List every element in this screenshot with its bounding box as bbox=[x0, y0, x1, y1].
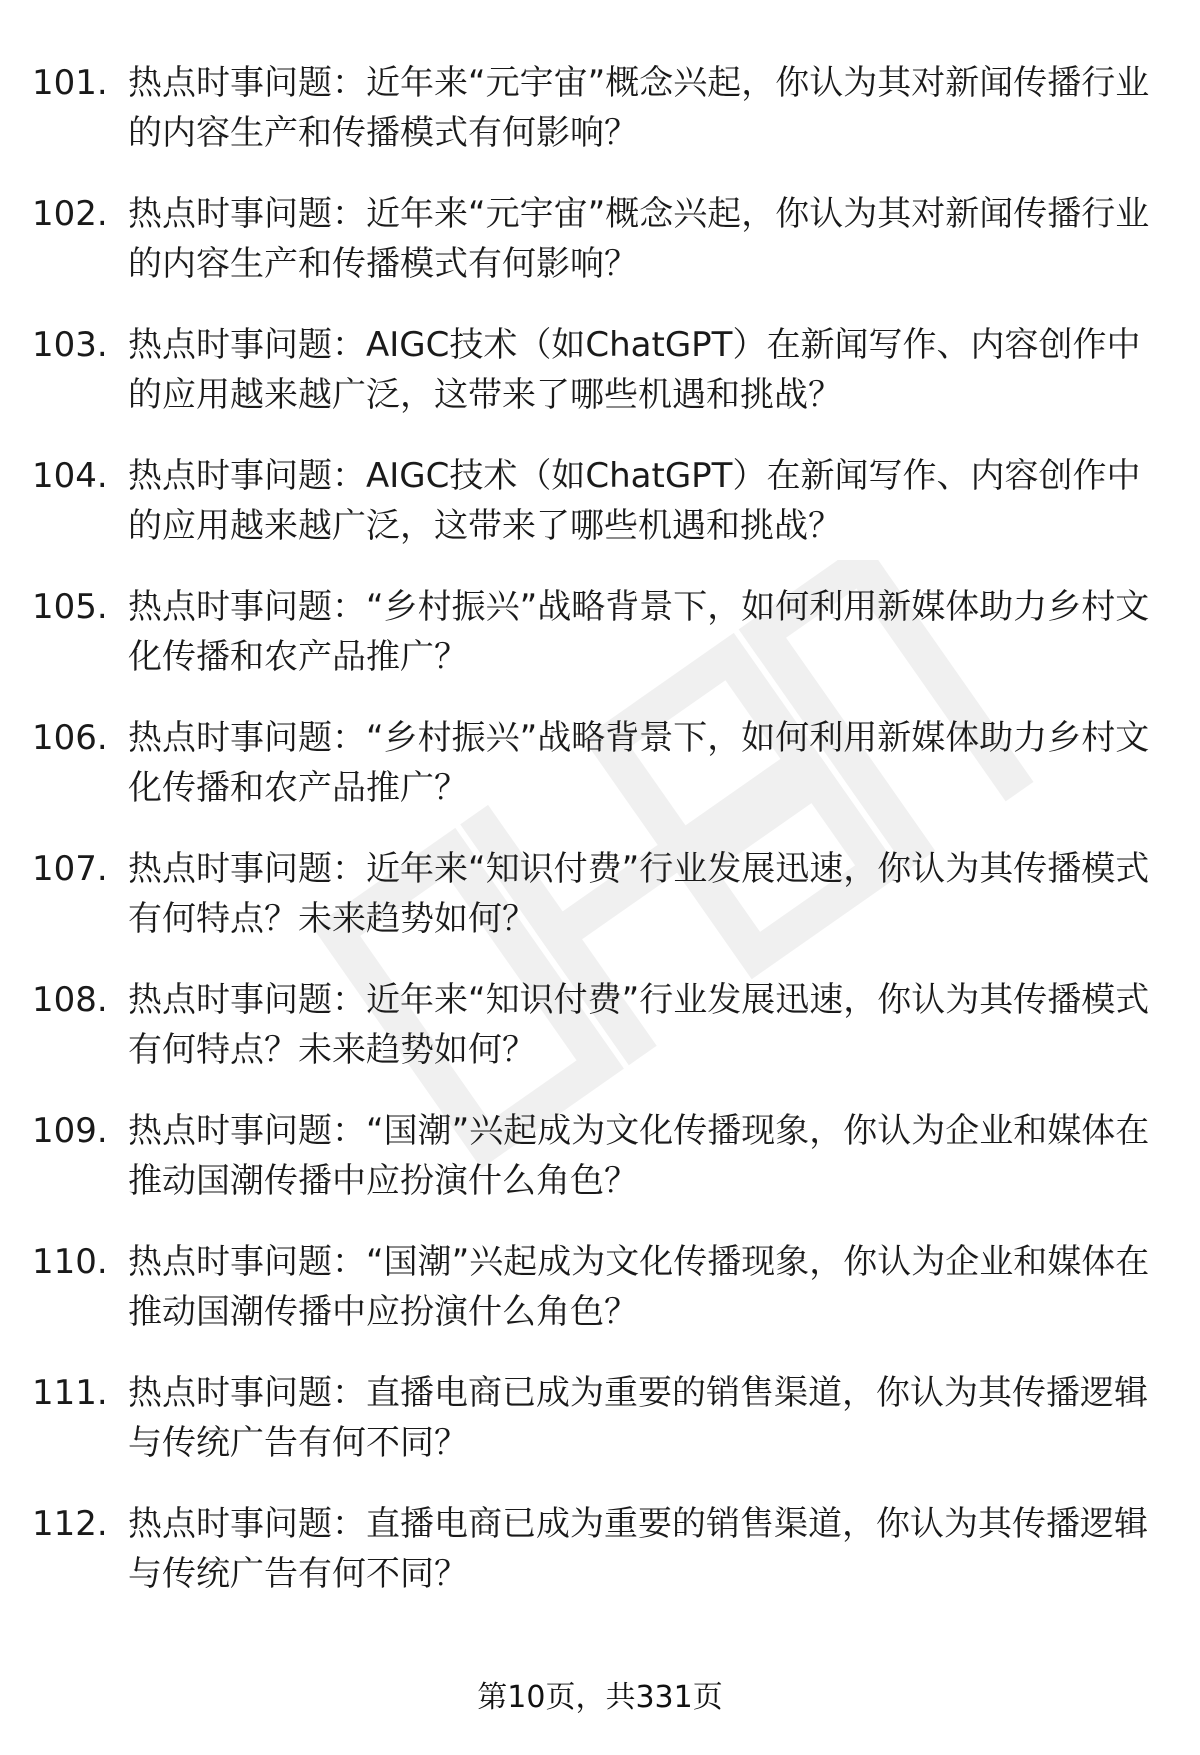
question-item bbox=[32, 1368, 1172, 1499]
question-item bbox=[32, 1499, 1172, 1630]
question-number: 102. bbox=[32, 194, 108, 234]
question-item bbox=[32, 844, 1172, 975]
question-text: 热点时事问题：直播电商已成为重要的销售渠道，你认为其传播逻辑与传统广告有何不同？ bbox=[128, 1373, 1148, 1463]
question-number: 111. bbox=[32, 1373, 108, 1413]
question-text: 热点时事问题：近年来“元宇宙”概念兴起，你认为其对新闻传播行业的内容生产和传播模式有何影响？ bbox=[128, 194, 1150, 284]
question-number: 103. bbox=[32, 325, 108, 365]
question-number: 112. bbox=[32, 1504, 108, 1544]
question-number: 108. bbox=[32, 980, 108, 1020]
question-text: 热点时事问题：近年来“元宇宙”概念兴起，你认为其对新闻传播行业的内容生产和传播模式有何影响？ bbox=[128, 63, 1150, 153]
question-number: 104. bbox=[32, 456, 108, 496]
page-footer: 第10页，共331页 bbox=[477, 1680, 723, 1715]
question-number: 109. bbox=[32, 1111, 108, 1151]
question-text: 热点时事问题：“国潮”兴起成为文化传播现象，你认为企业和媒体在推动国潮传播中应扮演什么角色？ bbox=[128, 1242, 1150, 1332]
question-item bbox=[32, 1237, 1172, 1368]
question-number: 107. bbox=[32, 849, 108, 889]
question-number: 101. bbox=[32, 63, 108, 103]
question-number: 106. bbox=[32, 718, 108, 758]
question-item bbox=[32, 582, 1172, 713]
question-number: 105. bbox=[32, 587, 108, 627]
question-text: 热点时事问题：“乡村振兴”战略背景下，如何利用新媒体助力乡村文化传播和农产品推广？ bbox=[128, 718, 1150, 808]
question-text: 热点时事问题：近年来“知识付费”行业发展迅速，你认为其传播模式有何特点？未来趋势如何？ bbox=[128, 980, 1150, 1070]
question-text: 热点时事问题：“乡村振兴”战略背景下，如何利用新媒体助力乡村文化传播和农产品推广？ bbox=[128, 587, 1150, 677]
question-list bbox=[32, 58, 1172, 1630]
question-item bbox=[32, 58, 1172, 189]
question-text: 热点时事问题：AIGC技术（如ChatGPT）在新闻写作、内容创作中的应用越来越广泛，这带来了哪些机遇和挑战？ bbox=[128, 325, 1141, 415]
question-text: 热点时事问题：AIGC技术（如ChatGPT）在新闻写作、内容创作中的应用越来越广泛，这带来了哪些机遇和挑战？ bbox=[128, 456, 1141, 546]
question-text: 热点时事问题：近年来“知识付费”行业发展迅速，你认为其传播模式有何特点？未来趋势如何？ bbox=[128, 849, 1150, 939]
question-item bbox=[32, 320, 1172, 451]
question-item bbox=[32, 451, 1172, 582]
question-item bbox=[32, 189, 1172, 320]
question-number: 110. bbox=[32, 1242, 108, 1282]
question-item bbox=[32, 713, 1172, 844]
question-text: 热点时事问题：直播电商已成为重要的销售渠道，你认为其传播逻辑与传统广告有何不同？ bbox=[128, 1504, 1148, 1594]
question-item bbox=[32, 975, 1172, 1106]
question-text: 热点时事问题：“国潮”兴起成为文化传播现象，你认为企业和媒体在推动国潮传播中应扮演什么角色？ bbox=[128, 1111, 1150, 1201]
question-item bbox=[32, 1106, 1172, 1237]
